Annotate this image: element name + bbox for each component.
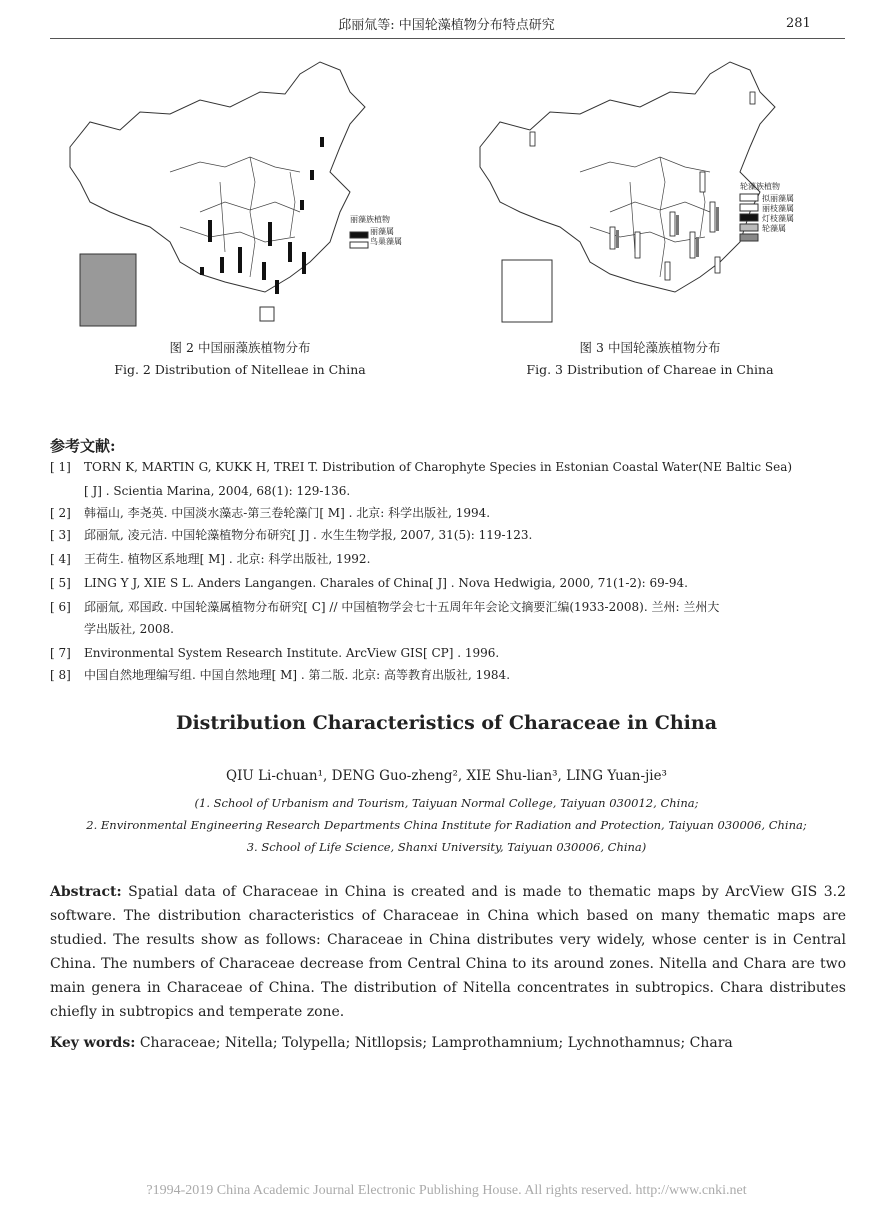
fig3-caption-en: Fig. 3 Distribution of Chareae in China [526,362,774,377]
affiliation-1: (1. School of Urbanism and Tourism, Taiyuan Normal College, Taiyuan 030012, China; [194,796,699,810]
header-rule [50,38,845,39]
affiliation-2: 2. Environmental Engineering Research Departments China Institute for Radiation and Protection, Taiyuan 030006, China; [86,818,807,832]
fig3-legend-item: 轮藻属 [762,224,786,233]
reference-item-cont: 学出版社, 2008. [84,622,174,636]
reference-item: [ 8] 中国自然地理编写组. 中国自然地理[ M] . 第二版. 北京: 高等教育出版社, 1984. [50,668,511,682]
abstract-text: Spatial data of Characeae in China is created and is made to thematic maps by ArcView GIS 3.2 software. The distribution characteristics of Characeae in China which based on many thematic maps are studied. The results show as follows: Characeae in China distributes very widely, whose center is in Central China. The numbers of Characeae decrease from Central China to its around zones. Nitella and Chara are two main genera in Characeae of China. The distribution of Nitella concentrates in subtropics. Chara distributes chiefly in subtropics and temperate zone. [50,884,846,1020]
reference-item: [ 2] 韩福山, 李尧英. 中国淡水藻志-第三卷轮藻门[ M] . 北京: 科学出版社, 1994. [50,506,491,520]
references-title: 参考文献: [50,437,116,455]
fig2-map [50,52,430,332]
reference-item: [ 3] 邱丽氚, 凌元洁. 中国轮藻植物分布研究[ J] . 水生生物学报, 2007, 31(5): 119-123. [50,528,533,542]
fig2-legend-item: 鸟巢藻属 [370,237,402,246]
fig3-legend-item: 灯枝藻属 [762,214,794,223]
fig3-legend-item: 拟丽藻属 [762,194,794,203]
running-header: 邱丽氚等: 中国轮藻植物分布特点研究 [338,18,555,33]
reference-item: [ 1] TORN K, MARTIN G, KUKK H, TREI T. Distribution of Charophyte Species in Estonian Coastal Water(NE Baltic Sea) [50,460,793,474]
fig2-caption-en: Fig. 2 Distribution of Nitelleae in China [114,362,366,377]
reference-item-cont: [ J] . Scientia Marina, 2004, 68(1): 129-136. [84,484,351,498]
keywords-label: Key words: [50,1035,136,1051]
abstract [50,880,846,1024]
fig3-legend-title: 轮藻族植物 [740,182,780,191]
reference-item: [ 7] Environmental System Research Institute. ArcView GIS[ CP] . 1996. [50,646,500,660]
fig2-legend-title: 丽藻族植物 [350,215,390,224]
legend-swatch-white [350,242,368,248]
reference-item: [ 4] 王荷生. 植物区系地理[ M] . 北京: 科学出版社, 1992. [50,552,371,566]
reference-item: [ 6] 邱丽氚, 邓国政. 中国轮藻属植物分布研究[ C] // 中国植物学会七十五周年年会论文摘要汇编(1933-2008). 兰州: 兰州大 [50,600,720,614]
keywords-text: Characeae; Nitella; Tolypella; Nitllopsis; Lamprothamnium; Lychnothamnus; Chara [135,1035,733,1051]
keywords [50,1035,846,1051]
fig3-map [460,52,840,332]
affiliation-3: 3. School of Life Science, Shanxi University, Taiyuan 030006, China) [246,840,647,854]
english-title: Distribution Characteristics of Characeae in China [175,712,718,734]
legend-swatch-black [350,232,368,238]
fig3-caption-cn: 图 3 中国轮藻族植物分布 [579,340,721,355]
fig2-legend-item: 丽藻属 [370,227,394,236]
authors: QIU Li-chuan¹, DENG Guo-zheng², XIE Shu-lian³, LING Yuan-jie³ [226,768,667,784]
reference-item: [ 5] LING Y J, XIE S L. Anders Langangen. Charales of China[ J] . Nova Hedwigia, 2000, 71(1-2): 69-94. [50,576,688,590]
copyright-footer: ?1994-2019 China Academic Journal Electronic Publishing House. All rights reserved. http://www.cnki.net [146,1183,747,1198]
fig2-caption-cn: 图 2 中国丽藻族植物分布 [169,340,311,355]
fig3-legend-item: 丽枝藻属 [762,204,794,213]
page-number: 281 [786,16,811,31]
abstract-label: Abstract: [50,884,122,900]
